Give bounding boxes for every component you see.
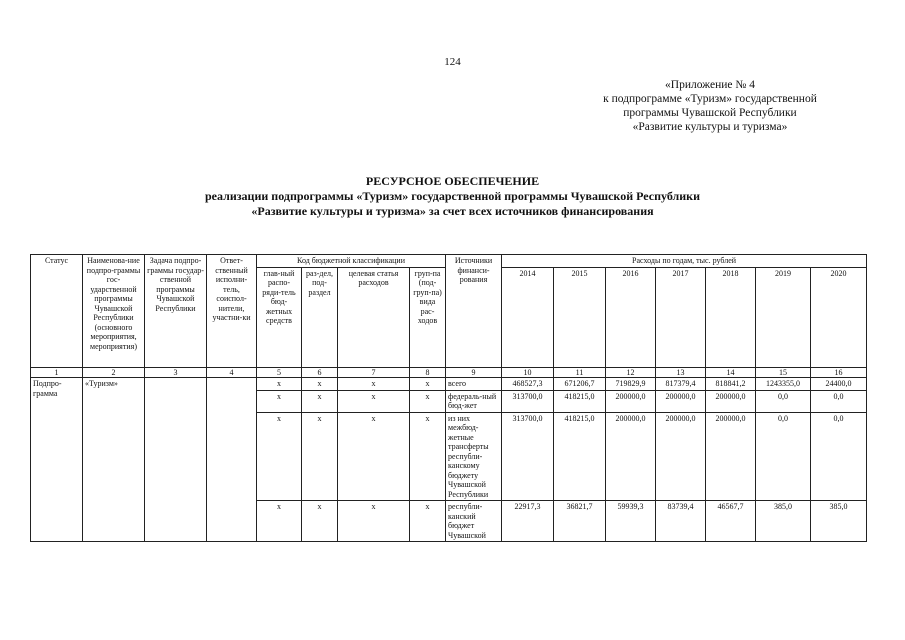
header-status: Статус [31,255,83,368]
code-cell: х [257,378,302,391]
title-line-3: «Развитие культуры и туризма» за счет всех источников финансирования [251,204,654,218]
value-cell: 0,0 [811,390,867,412]
value-cell: 0,0 [756,390,811,412]
source-cell: всего [446,378,502,391]
document-title [0,174,905,219]
code-cell: х [302,412,338,501]
header-section: раз-дел, под-раздел [302,267,338,367]
header-responsible: Ответ-ственный исполни-тель, соиспол-нители, участни-ки [207,255,257,368]
program-task [145,378,207,542]
column-number: 4 [207,367,257,378]
code-cell: х [257,501,302,542]
value-cell: 385,0 [811,501,867,542]
column-number: 15 [756,367,811,378]
value-cell: 0,0 [756,412,811,501]
value-cell: 385,0 [756,501,811,542]
source-cell: из них межбюд-жетные трансферты республи-канскому бюджету Чувашской Республики [446,412,502,501]
column-number: 12 [606,367,656,378]
value-cell: 200000,0 [656,412,706,501]
source-cell: федераль-ный бюд-жет [446,390,502,412]
value-cell: 200000,0 [606,412,656,501]
program-status: Подпро-грамма [31,378,83,542]
resource-table [30,254,867,542]
code-cell: х [410,412,446,501]
value-cell: 719829,9 [606,378,656,391]
value-cell: 83739,4 [656,501,706,542]
column-number: 7 [338,367,410,378]
header-sources: Источники финанси-рования [446,255,502,368]
header-expenses: Расходы по годам, тыс. рублей [502,255,867,268]
page-number: 124 [444,56,461,68]
column-number: 1 [31,367,83,378]
code-cell: х [302,378,338,391]
header-main-manager: глав-ный распо-ряди-тель бюд-жетных средств [257,267,302,367]
value-cell: 0,0 [811,412,867,501]
value-cell: 818841,2 [706,378,756,391]
header-budget-code: Код бюджетной классификации [257,255,446,268]
column-number: 14 [706,367,756,378]
header-year: 2019 [756,267,811,367]
appendix-line: программы Чувашской Республики [623,107,797,119]
title-line-1: РЕСУРСНОЕ ОБЕСПЕЧЕНИЕ [365,174,540,188]
value-cell: 24400,0 [811,378,867,391]
header-year: 2020 [811,267,867,367]
column-number: 5 [257,367,302,378]
value-cell: 1243355,0 [756,378,811,391]
header-target-item: целевая статья расходов [338,267,410,367]
value-cell: 200000,0 [706,412,756,501]
value-cell: 36821,7 [554,501,606,542]
appendix-block [560,78,860,134]
source-cell: республи-канский бюджет Чувашской [446,501,502,542]
header-year: 2018 [706,267,756,367]
header-name: Наименова-ние подпро-граммы гос-ударственной программы Чувашской Республики (основного мероприятия, мероприятия) [83,255,145,368]
title-line-2: реализации подпрограммы «Туризм» государственной программы Чувашской Республики [204,189,701,203]
value-cell: 200000,0 [706,390,756,412]
value-cell: 468527,3 [502,378,554,391]
code-cell: х [338,390,410,412]
header-year: 2014 [502,267,554,367]
column-number: 6 [302,367,338,378]
value-cell: 671206,7 [554,378,606,391]
value-cell: 200000,0 [606,390,656,412]
program-responsible [207,378,257,542]
code-cell: х [338,501,410,542]
appendix-line: «Развитие культуры и туризма» [632,121,788,133]
code-cell: х [257,390,302,412]
appendix-line: к подпрограмме «Туризм» государственной [603,93,817,105]
code-cell: х [410,390,446,412]
header-row [31,255,867,268]
code-cell: х [410,378,446,391]
code-cell: х [338,378,410,391]
column-number: 8 [410,367,446,378]
code-cell: х [302,501,338,542]
header-year: 2016 [606,267,656,367]
column-number: 10 [502,367,554,378]
value-cell: 817379,4 [656,378,706,391]
code-cell: х [338,412,410,501]
header-year: 2015 [554,267,606,367]
value-cell: 418215,0 [554,412,606,501]
column-number: 11 [554,367,606,378]
value-cell: 46567,7 [706,501,756,542]
header-expense-group: груп-па (под-груп-па) вида рас-ходов [410,267,446,367]
value-cell: 313700,0 [502,412,554,501]
value-cell: 418215,0 [554,390,606,412]
value-cell: 59939,3 [606,501,656,542]
value-cell: 200000,0 [656,390,706,412]
column-number: 9 [446,367,502,378]
code-cell: х [410,501,446,542]
column-number: 2 [83,367,145,378]
code-cell: х [302,390,338,412]
header-year: 2017 [656,267,706,367]
program-name: «Туризм» [83,378,145,542]
appendix-line: «Приложение № 4 [665,79,755,91]
code-cell: х [257,412,302,501]
column-number-row [31,367,867,378]
value-cell: 22917,3 [502,501,554,542]
table-row [31,378,867,391]
column-number: 3 [145,367,207,378]
column-number: 13 [656,367,706,378]
column-number: 16 [811,367,867,378]
value-cell: 313700,0 [502,390,554,412]
header-task: Задача подпро-граммы государ-ственной программы Чувашской Республики [145,255,207,368]
